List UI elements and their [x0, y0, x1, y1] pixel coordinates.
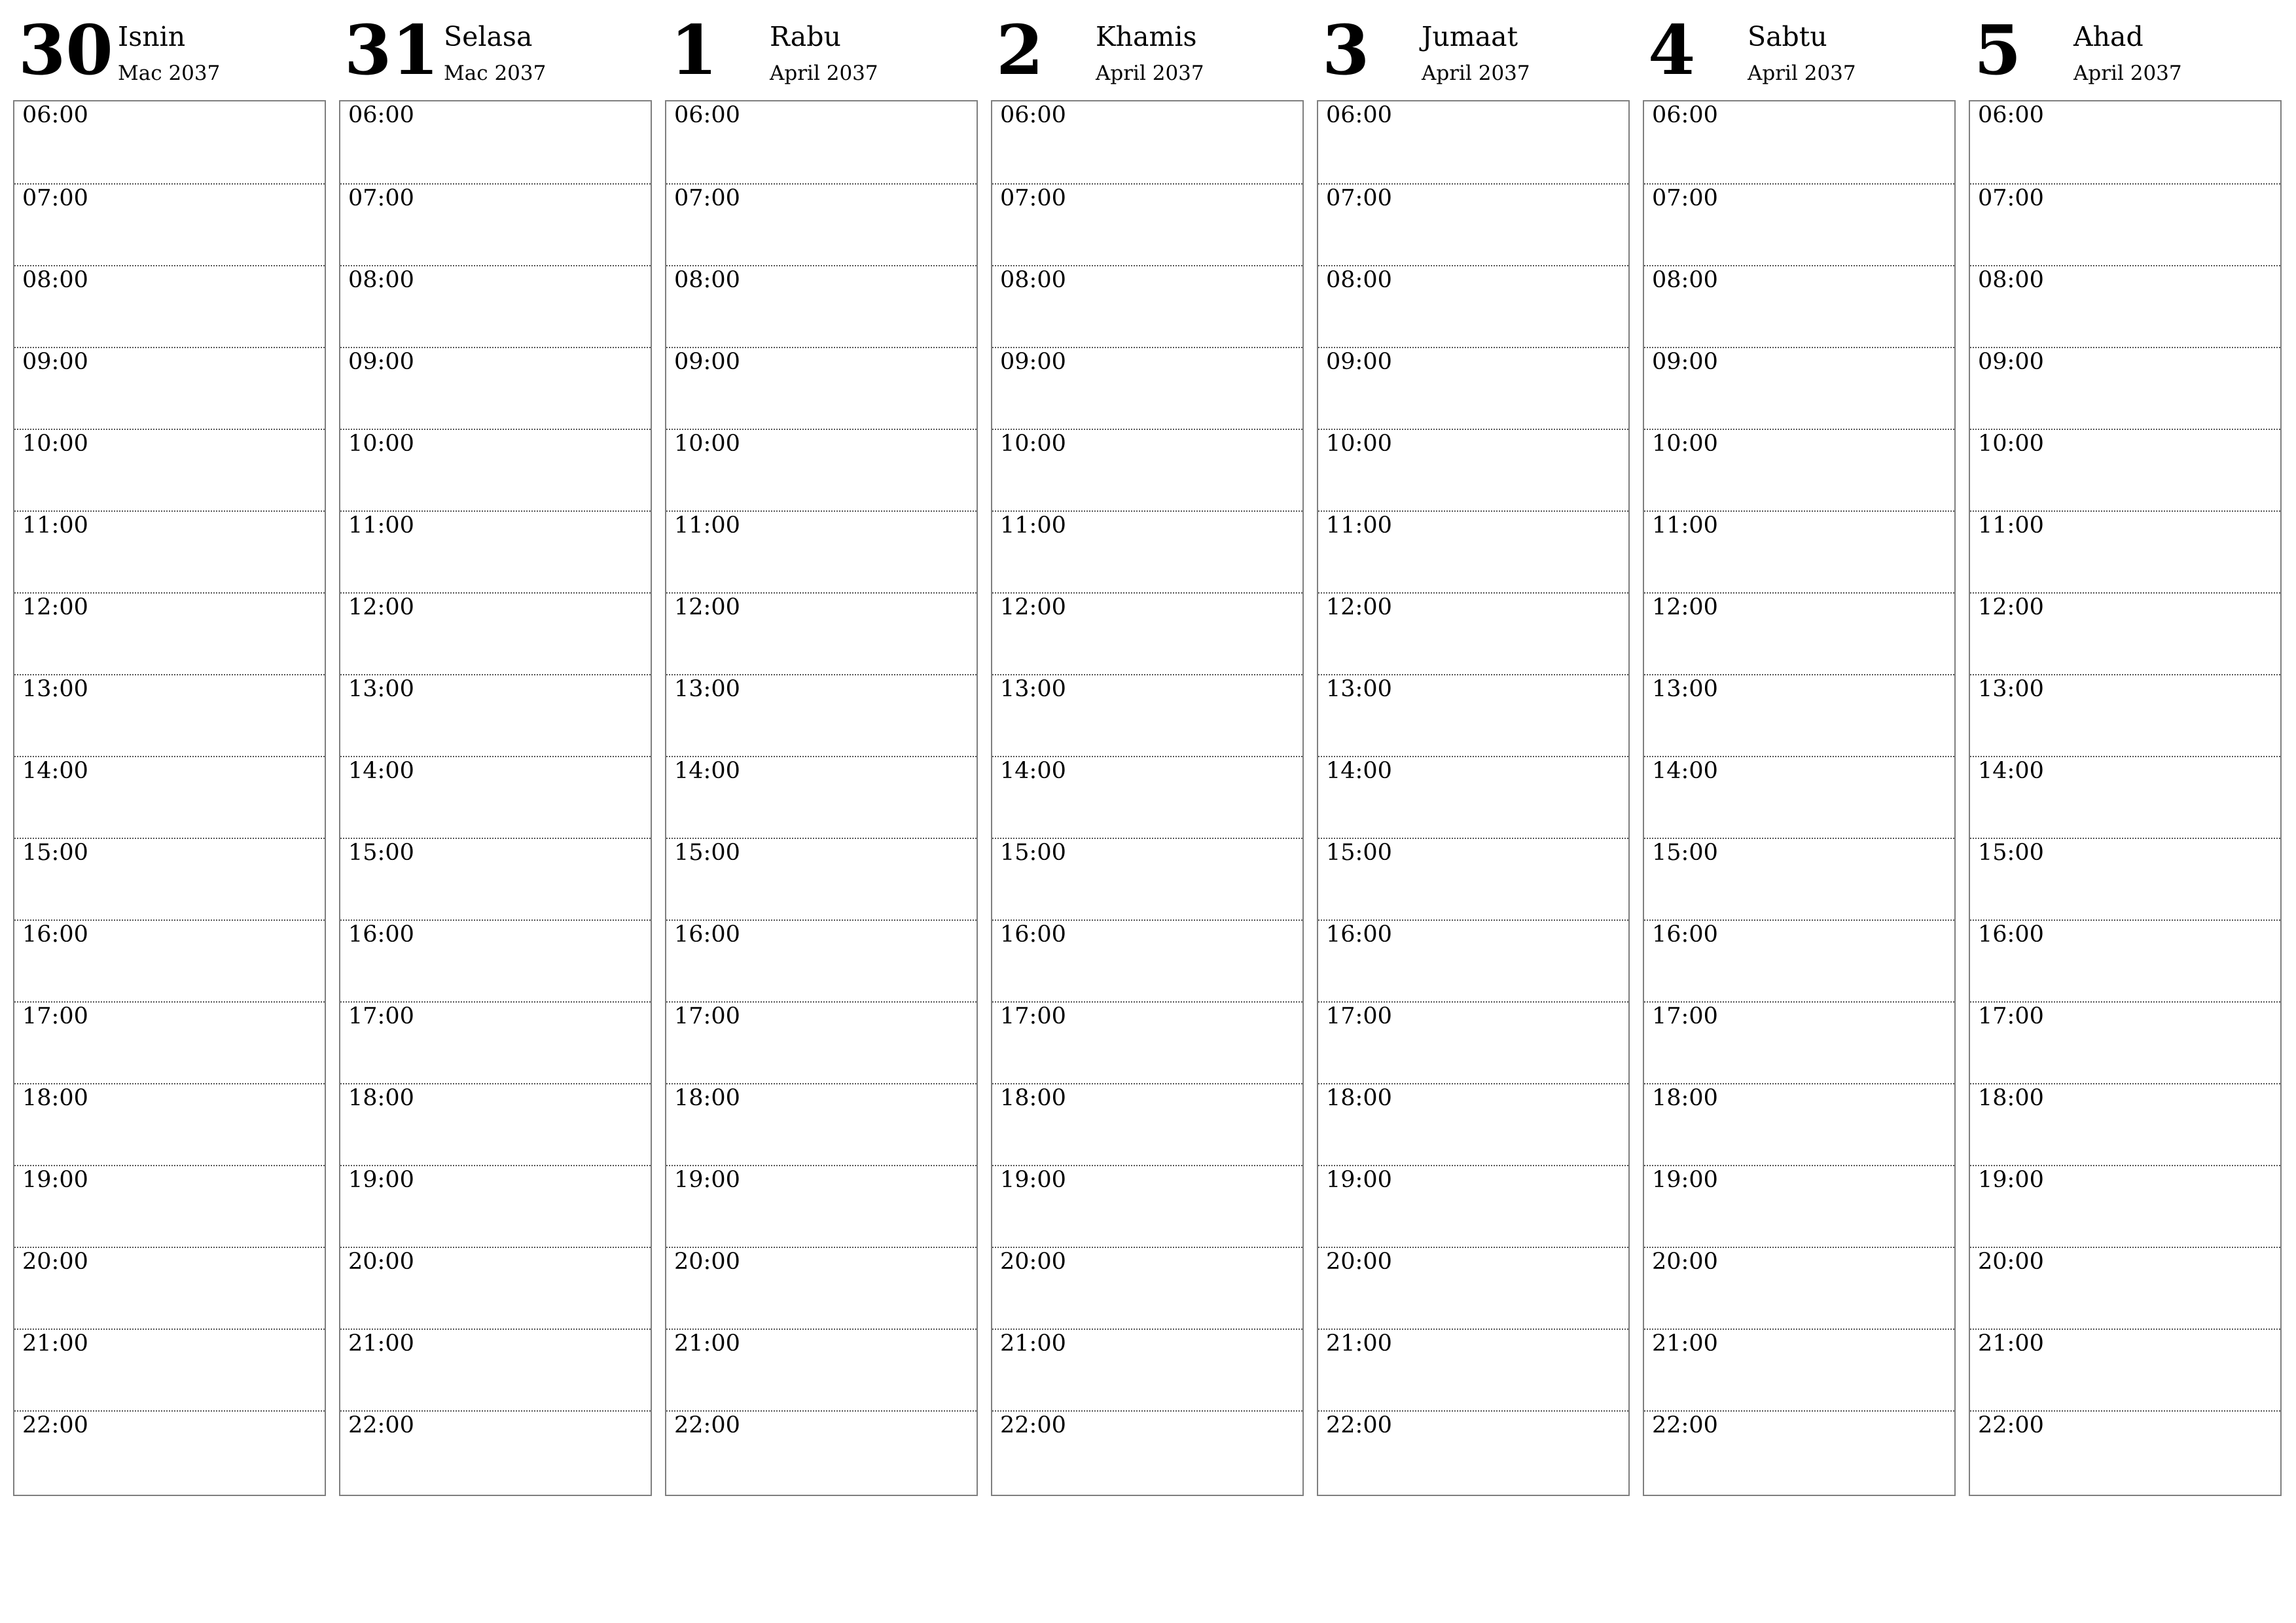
day-header [991, 0, 1304, 99]
time-slot-label: 09:00 [348, 349, 414, 375]
time-slot-label: 06:00 [348, 102, 414, 128]
time-slot[interactable] [1318, 1001, 1628, 1083]
time-slot-label: 06:00 [1000, 102, 1066, 128]
time-slot-label: 21:00 [1978, 1330, 2044, 1357]
day-month: Mac 2037 [444, 62, 547, 85]
time-slot[interactable] [340, 1165, 651, 1247]
time-slot-label: 11:00 [1000, 512, 1066, 539]
time-slot[interactable] [666, 183, 977, 265]
time-slot[interactable] [1318, 838, 1628, 919]
time-slot-label: 16:00 [348, 921, 414, 948]
time-slot-label: 12:00 [22, 594, 88, 620]
time-slot[interactable] [1644, 919, 1954, 1001]
time-slot-label: 18:00 [22, 1085, 88, 1111]
time-slot-label: 17:00 [22, 1003, 88, 1029]
time-slot[interactable] [1318, 1083, 1628, 1165]
time-slot-label: 10:00 [348, 431, 414, 457]
time-slot[interactable] [1318, 183, 1628, 265]
time-slot-label: 20:00 [674, 1249, 740, 1275]
day-column [1317, 0, 1630, 1438]
time-slot[interactable] [666, 592, 977, 674]
time-slot[interactable] [992, 838, 1302, 919]
time-slot[interactable] [1970, 838, 2280, 919]
time-slot-label: 06:00 [22, 102, 88, 128]
time-slot-label: 13:00 [348, 676, 414, 702]
time-slot-label: 07:00 [348, 185, 414, 211]
time-slot-label: 15:00 [348, 840, 414, 866]
time-slot[interactable] [1318, 265, 1628, 347]
day-month: April 2037 [1096, 62, 1204, 85]
day-header [13, 0, 326, 99]
time-slot[interactable] [1644, 1329, 1954, 1410]
time-slot-label: 06:00 [674, 102, 740, 128]
time-slot-label: 07:00 [674, 185, 740, 211]
time-slot-label: 18:00 [348, 1085, 414, 1111]
time-slot-label: 14:00 [1326, 758, 1392, 784]
time-slot-label: 13:00 [1326, 676, 1392, 702]
time-slot-label: 10:00 [1652, 431, 1718, 457]
time-slot-label: 12:00 [348, 594, 414, 620]
time-slot-label: 17:00 [1000, 1003, 1066, 1029]
time-slot-label: 10:00 [1326, 431, 1392, 457]
time-slot-label: 11:00 [348, 512, 414, 539]
time-slot[interactable] [992, 1410, 1302, 1492]
time-slot[interactable] [1644, 265, 1954, 347]
time-slot-label: 14:00 [1978, 758, 2044, 784]
time-slot-label: 13:00 [22, 676, 88, 702]
time-slot-label: 11:00 [1326, 512, 1392, 539]
time-slot[interactable] [666, 347, 977, 429]
time-slot-label: 21:00 [1326, 1330, 1392, 1357]
time-slot[interactable] [1318, 1247, 1628, 1329]
time-slot[interactable] [1318, 1410, 1628, 1492]
time-slot-label: 07:00 [1000, 185, 1066, 211]
day-column [1969, 0, 2282, 1438]
time-slot[interactable] [1970, 756, 2280, 838]
day-name: Isnin [118, 21, 186, 52]
time-slot[interactable] [1644, 347, 1954, 429]
time-slot-label: 14:00 [348, 758, 414, 784]
time-slot-label: 10:00 [1978, 431, 2044, 457]
time-slot-label: 22:00 [348, 1412, 414, 1438]
time-slot-label: 20:00 [1652, 1249, 1718, 1275]
time-slot[interactable] [1970, 919, 2280, 1001]
time-slot[interactable] [992, 265, 1302, 347]
time-slot-label: 11:00 [1978, 512, 2044, 539]
time-slot-label: 09:00 [1000, 349, 1066, 375]
time-slot[interactable] [992, 674, 1302, 756]
time-slot[interactable] [340, 183, 651, 265]
day-name: Khamis [1096, 21, 1197, 52]
time-slot[interactable] [14, 429, 325, 510]
time-slot[interactable] [14, 1247, 325, 1329]
time-slot-label: 08:00 [1978, 267, 2044, 293]
time-slot[interactable] [666, 510, 977, 592]
time-slot[interactable] [1318, 429, 1628, 510]
day-number: 1 [670, 10, 718, 90]
time-slot-label: 17:00 [1652, 1003, 1718, 1029]
time-slot-label: 13:00 [1000, 676, 1066, 702]
time-slot[interactable] [1970, 674, 2280, 756]
time-slot[interactable] [14, 674, 325, 756]
time-slot[interactable] [992, 592, 1302, 674]
day-name: Sabtu [1748, 21, 1827, 52]
time-slot-label: 08:00 [348, 267, 414, 293]
day-name: Selasa [444, 21, 533, 52]
time-slot-label: 16:00 [1978, 921, 2044, 948]
day-schedule-box [991, 100, 1304, 1496]
time-slot-label: 13:00 [1652, 676, 1718, 702]
time-slot-label: 10:00 [22, 431, 88, 457]
time-slot[interactable] [1970, 1165, 2280, 1247]
time-slot-label: 22:00 [1000, 1412, 1066, 1438]
time-slot-label: 20:00 [22, 1249, 88, 1275]
time-slot-label: 12:00 [1978, 594, 2044, 620]
time-slot-label: 08:00 [1652, 267, 1718, 293]
day-schedule-box [13, 100, 326, 1496]
time-slot-label: 07:00 [22, 185, 88, 211]
time-slot[interactable] [14, 1410, 325, 1492]
time-slot[interactable] [1318, 1165, 1628, 1247]
time-slot[interactable] [666, 265, 977, 347]
time-slot[interactable] [992, 1083, 1302, 1165]
time-slot-label: 22:00 [1978, 1412, 2044, 1438]
time-slot-label: 21:00 [22, 1330, 88, 1357]
time-slot[interactable] [1644, 101, 1954, 183]
time-slot-label: 12:00 [1000, 594, 1066, 620]
time-slot[interactable] [340, 510, 651, 592]
time-slot[interactable] [14, 756, 325, 838]
time-slot-label: 08:00 [1326, 267, 1392, 293]
day-column [13, 0, 326, 1438]
time-slot[interactable] [340, 674, 651, 756]
time-slot-label: 08:00 [22, 267, 88, 293]
time-slot[interactable] [340, 1001, 651, 1083]
time-slot-label: 14:00 [1652, 758, 1718, 784]
day-header [665, 0, 978, 99]
day-number: 5 [1974, 10, 2022, 90]
time-slot-label: 11:00 [674, 512, 740, 539]
time-slot-label: 21:00 [674, 1330, 740, 1357]
time-slot-label: 16:00 [22, 921, 88, 948]
time-slot-label: 10:00 [1000, 431, 1066, 457]
time-slot[interactable] [666, 674, 977, 756]
day-number: 31 [344, 10, 439, 90]
time-slot[interactable] [1318, 1329, 1628, 1410]
time-slot-label: 14:00 [22, 758, 88, 784]
day-name: Ahad [2073, 21, 2144, 52]
time-slot[interactable] [340, 592, 651, 674]
day-month: April 2037 [2073, 62, 2182, 85]
time-slot-label: 13:00 [674, 676, 740, 702]
time-slot[interactable] [1970, 1247, 2280, 1329]
time-slot[interactable] [992, 756, 1302, 838]
time-slot[interactable] [14, 1165, 325, 1247]
time-slot[interactable] [1644, 1083, 1954, 1165]
time-slot-label: 19:00 [1000, 1167, 1066, 1193]
day-number: 3 [1322, 10, 1370, 90]
time-slot[interactable] [1970, 1329, 2280, 1410]
time-slot[interactable] [14, 919, 325, 1001]
time-slot[interactable] [1970, 101, 2280, 183]
time-slot-label: 06:00 [1326, 102, 1392, 128]
time-slot-label: 11:00 [1652, 512, 1718, 539]
time-slot-label: 18:00 [1978, 1085, 2044, 1111]
time-slot[interactable] [992, 1247, 1302, 1329]
time-slot[interactable] [1970, 1001, 2280, 1083]
time-slot[interactable] [1644, 592, 1954, 674]
time-slot-label: 16:00 [1000, 921, 1066, 948]
time-slot[interactable] [340, 1247, 651, 1329]
time-slot[interactable] [1644, 510, 1954, 592]
time-slot[interactable] [1318, 101, 1628, 183]
time-slot-label: 19:00 [1652, 1167, 1718, 1193]
time-slot-label: 12:00 [1326, 594, 1392, 620]
time-slot-label: 09:00 [1978, 349, 2044, 375]
time-slot[interactable] [340, 1410, 651, 1492]
time-slot[interactable] [1970, 347, 2280, 429]
time-slot[interactable] [1318, 756, 1628, 838]
time-slot-label: 19:00 [22, 1167, 88, 1193]
time-slot-label: 17:00 [1978, 1003, 2044, 1029]
time-slot[interactable] [340, 1329, 651, 1410]
time-slot-label: 22:00 [1652, 1412, 1718, 1438]
day-header [1317, 0, 1630, 99]
time-slot[interactable] [1644, 674, 1954, 756]
time-slot-label: 18:00 [674, 1085, 740, 1111]
time-slot-label: 20:00 [1326, 1249, 1392, 1275]
time-slot[interactable] [340, 101, 651, 183]
day-header [339, 0, 652, 99]
time-slot-label: 19:00 [348, 1167, 414, 1193]
time-slot[interactable] [666, 1329, 977, 1410]
time-slot[interactable] [992, 101, 1302, 183]
time-slot-label: 16:00 [674, 921, 740, 948]
time-slot-label: 07:00 [1978, 185, 2044, 211]
time-slot-label: 15:00 [1978, 840, 2044, 866]
time-slot[interactable] [340, 756, 651, 838]
day-schedule-box [1643, 100, 1956, 1496]
time-slot[interactable] [340, 347, 651, 429]
time-slot-label: 19:00 [674, 1167, 740, 1193]
time-slot[interactable] [992, 1001, 1302, 1083]
time-slot[interactable] [1644, 1247, 1954, 1329]
time-slot-label: 19:00 [1326, 1167, 1392, 1193]
time-slot[interactable] [666, 838, 977, 919]
time-slot[interactable] [992, 183, 1302, 265]
time-slot-label: 20:00 [1000, 1249, 1066, 1275]
day-column [1643, 0, 1956, 1438]
time-slot[interactable] [666, 1083, 977, 1165]
time-slot-label: 10:00 [674, 431, 740, 457]
time-slot[interactable] [340, 429, 651, 510]
time-slot-label: 14:00 [1000, 758, 1066, 784]
time-slot-label: 07:00 [1652, 185, 1718, 211]
day-month: April 2037 [1422, 62, 1530, 85]
time-slot[interactable] [1970, 1410, 2280, 1492]
time-slot-label: 18:00 [1652, 1085, 1718, 1111]
time-slot[interactable] [1644, 1165, 1954, 1247]
time-slot-label: 09:00 [674, 349, 740, 375]
time-slot-label: 20:00 [348, 1249, 414, 1275]
time-slot[interactable] [992, 347, 1302, 429]
day-name: Jumaat [1422, 21, 1518, 52]
time-slot[interactable] [1970, 429, 2280, 510]
day-column [665, 0, 978, 1438]
time-slot-label: 15:00 [22, 840, 88, 866]
time-slot[interactable] [666, 919, 977, 1001]
time-slot[interactable] [340, 265, 651, 347]
time-slot-label: 13:00 [1978, 676, 2044, 702]
day-schedule-box [1969, 100, 2282, 1496]
day-number: 30 [18, 10, 113, 90]
time-slot[interactable] [1644, 183, 1954, 265]
day-month: April 2037 [1748, 62, 1856, 85]
time-slot-label: 16:00 [1326, 921, 1392, 948]
day-schedule-box [339, 100, 652, 1496]
time-slot-label: 06:00 [1978, 102, 2044, 128]
time-slot[interactable] [1644, 838, 1954, 919]
time-slot[interactable] [666, 101, 977, 183]
time-slot-label: 07:00 [1326, 185, 1392, 211]
time-slot-label: 11:00 [22, 512, 88, 539]
time-slot-label: 18:00 [1000, 1085, 1066, 1111]
day-column [991, 0, 1304, 1438]
time-slot[interactable] [14, 1329, 325, 1410]
time-slot[interactable] [14, 592, 325, 674]
time-slot-label: 21:00 [348, 1330, 414, 1357]
time-slot-label: 21:00 [1652, 1330, 1718, 1357]
time-slot[interactable] [1970, 592, 2280, 674]
time-slot-label: 15:00 [1000, 840, 1066, 866]
time-slot[interactable] [14, 183, 325, 265]
time-slot[interactable] [340, 1083, 651, 1165]
time-slot[interactable] [1318, 592, 1628, 674]
day-month: Mac 2037 [118, 62, 221, 85]
time-slot[interactable] [14, 265, 325, 347]
day-header [1643, 0, 1956, 99]
time-slot[interactable] [14, 1083, 325, 1165]
time-slot-label: 22:00 [22, 1412, 88, 1438]
day-schedule-box [1317, 100, 1630, 1496]
time-slot[interactable] [1970, 265, 2280, 347]
time-slot[interactable] [1318, 674, 1628, 756]
time-slot-label: 17:00 [674, 1003, 740, 1029]
time-slot-label: 15:00 [1652, 840, 1718, 866]
time-slot-label: 15:00 [1326, 840, 1392, 866]
time-slot-label: 21:00 [1000, 1330, 1066, 1357]
time-slot-label: 08:00 [674, 267, 740, 293]
time-slot-label: 17:00 [348, 1003, 414, 1029]
day-header [1969, 0, 2282, 99]
time-slot-label: 08:00 [1000, 267, 1066, 293]
day-column [339, 0, 652, 1438]
time-slot[interactable] [666, 756, 977, 838]
time-slot-label: 22:00 [674, 1412, 740, 1438]
time-slot[interactable] [992, 1329, 1302, 1410]
time-slot-label: 22:00 [1326, 1412, 1392, 1438]
day-schedule-box [665, 100, 978, 1496]
time-slot[interactable] [14, 838, 325, 919]
time-slot[interactable] [992, 429, 1302, 510]
time-slot-label: 20:00 [1978, 1249, 2044, 1275]
time-slot-label: 09:00 [22, 349, 88, 375]
time-slot[interactable] [14, 347, 325, 429]
time-slot-label: 17:00 [1326, 1003, 1392, 1029]
time-slot[interactable] [1644, 1001, 1954, 1083]
time-slot[interactable] [992, 510, 1302, 592]
time-slot[interactable] [666, 429, 977, 510]
time-slot[interactable] [666, 1165, 977, 1247]
time-slot[interactable] [1644, 756, 1954, 838]
time-slot-label: 12:00 [1652, 594, 1718, 620]
time-slot[interactable] [14, 101, 325, 183]
time-slot[interactable] [992, 919, 1302, 1001]
time-slot-label: 12:00 [674, 594, 740, 620]
time-slot[interactable] [666, 1247, 977, 1329]
time-slot-label: 09:00 [1652, 349, 1718, 375]
time-slot[interactable] [666, 1001, 977, 1083]
day-name: Rabu [770, 21, 841, 52]
time-slot[interactable] [340, 838, 651, 919]
time-slot[interactable] [1318, 347, 1628, 429]
time-slot[interactable] [1970, 183, 2280, 265]
time-slot-label: 14:00 [674, 758, 740, 784]
time-slot-label: 09:00 [1326, 349, 1392, 375]
time-slot[interactable] [1644, 1410, 1954, 1492]
time-slot[interactable] [1970, 1083, 2280, 1165]
time-slot[interactable] [1970, 510, 2280, 592]
time-slot-label: 16:00 [1652, 921, 1718, 948]
day-month: April 2037 [770, 62, 878, 85]
time-slot-label: 19:00 [1978, 1167, 2044, 1193]
time-slot[interactable] [340, 919, 651, 1001]
day-number: 4 [1648, 10, 1696, 90]
time-slot[interactable] [1318, 919, 1628, 1001]
time-slot[interactable] [1318, 510, 1628, 592]
time-slot[interactable] [666, 1410, 977, 1492]
time-slot[interactable] [1644, 429, 1954, 510]
time-slot-label: 18:00 [1326, 1085, 1392, 1111]
time-slot[interactable] [14, 510, 325, 592]
time-slot[interactable] [14, 1001, 325, 1083]
time-slot[interactable] [992, 1165, 1302, 1247]
time-slot-label: 06:00 [1652, 102, 1718, 128]
time-slot-label: 15:00 [674, 840, 740, 866]
day-number: 2 [996, 10, 1044, 90]
